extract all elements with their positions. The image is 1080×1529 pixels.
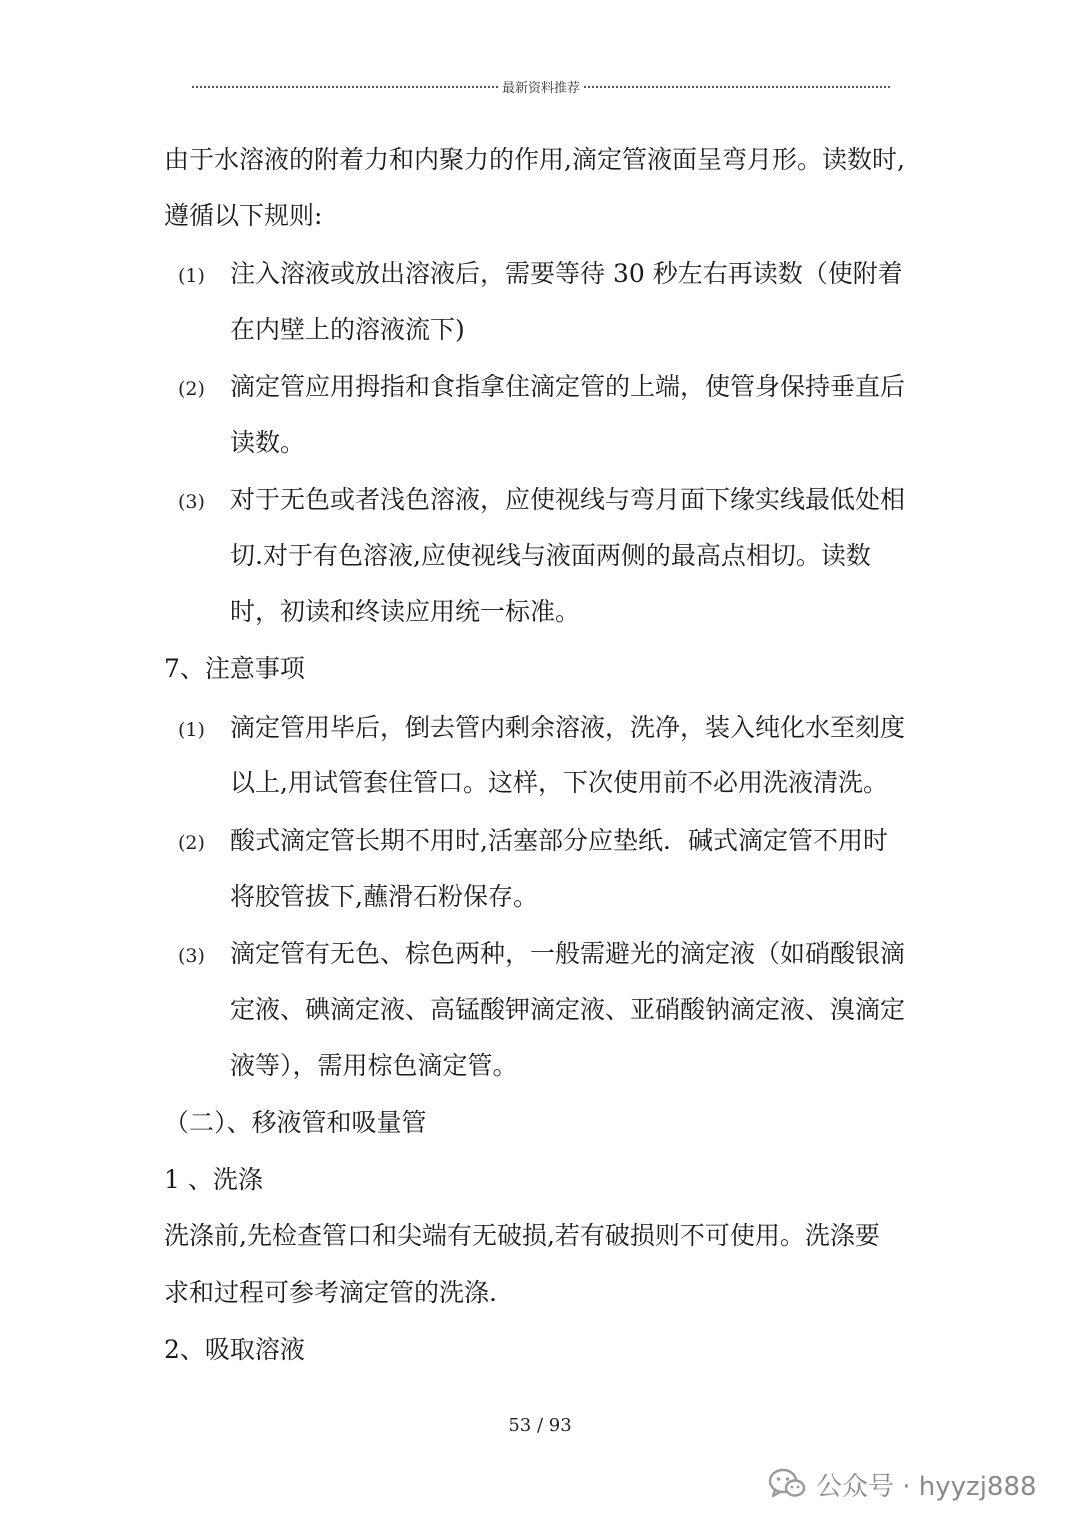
list-item-line: 以上,用试管套住管口。这样，下次使用前不必用洗液清洗。 bbox=[230, 768, 888, 797]
list-item-line: 滴定管应用拇指和食指拿住滴定管的上端，使管身保持垂直后 bbox=[230, 372, 906, 401]
list-marker: (3) bbox=[178, 945, 205, 967]
list-item-line: 将胶管拔下,蘸滑石粉保存。 bbox=[230, 882, 538, 911]
header-dots-left bbox=[192, 86, 498, 88]
watermark-text: 公众号 · hyyzj888 bbox=[816, 1471, 1037, 1502]
list-marker: (3) bbox=[178, 491, 205, 513]
list-item-line: 酸式滴定管长期不用时,活塞部分应垫纸．碱式滴定管不用时 bbox=[230, 826, 888, 855]
list-marker: (1) bbox=[178, 719, 205, 741]
list-marker: (2) bbox=[178, 378, 205, 400]
list-item-line: 液等），需用棕色滴定管。 bbox=[230, 1051, 518, 1080]
list-item-line: 注入溶液或放出溶液后，需要等待 30 秒左右再读数（使附着 bbox=[230, 259, 903, 288]
header-text: 最新资料推荐 bbox=[502, 80, 581, 96]
paragraph-line: 遵循以下规则: bbox=[164, 201, 323, 230]
watermark bbox=[768, 1462, 1037, 1506]
list-item-line: 滴定管用毕后，倒去管内剩余溶液，洗净，装入纯化水至刻度 bbox=[230, 713, 906, 742]
section-heading: 7、注意事项 bbox=[164, 654, 305, 683]
wechat-icon bbox=[768, 1467, 806, 1501]
paragraph-line: 洗涤前,先检查管口和尖端有无破损,若有破损则不可使用。洗涤要 bbox=[164, 1221, 880, 1250]
header-dots-right bbox=[584, 86, 890, 88]
subsection-heading: 1 、洗涤 bbox=[164, 1165, 263, 1194]
list-item-line: 对于无色或者浅色溶液，应使视线与弯月面下缘实线最低处相 bbox=[230, 485, 906, 514]
list-item-line: 定液、碘滴定液、高锰酸钾滴定液、亚硝酸钠滴定液、溴滴定 bbox=[230, 995, 906, 1024]
subsection-heading: 2、吸取溶液 bbox=[164, 1335, 305, 1364]
list-item-line: 在内壁上的溶液流下) bbox=[230, 315, 465, 344]
running-header bbox=[192, 76, 890, 96]
list-marker: (2) bbox=[178, 832, 205, 854]
paragraph-line: 求和过程可参考滴定管的洗涤. bbox=[164, 1278, 497, 1307]
list-item-line: 滴定管有无色、棕色两种，一般需避光的滴定液（如硝酸银滴 bbox=[230, 939, 906, 968]
page-number: 53 / 93 bbox=[508, 1415, 572, 1436]
list-marker: (1) bbox=[178, 265, 205, 287]
section-heading: （二）、移液管和吸量管 bbox=[164, 1108, 427, 1137]
paragraph-line: 由于水溶液的附着力和内聚力的作用,滴定管液面呈弯月形。读数时, bbox=[164, 145, 905, 174]
list-item-line: 时，初读和终读应用统一标准。 bbox=[230, 597, 581, 626]
list-item-line: 切.对于有色溶液,应使视线与液面两侧的最高点相切。读数 bbox=[230, 541, 871, 570]
list-item-line: 读数。 bbox=[230, 428, 306, 457]
